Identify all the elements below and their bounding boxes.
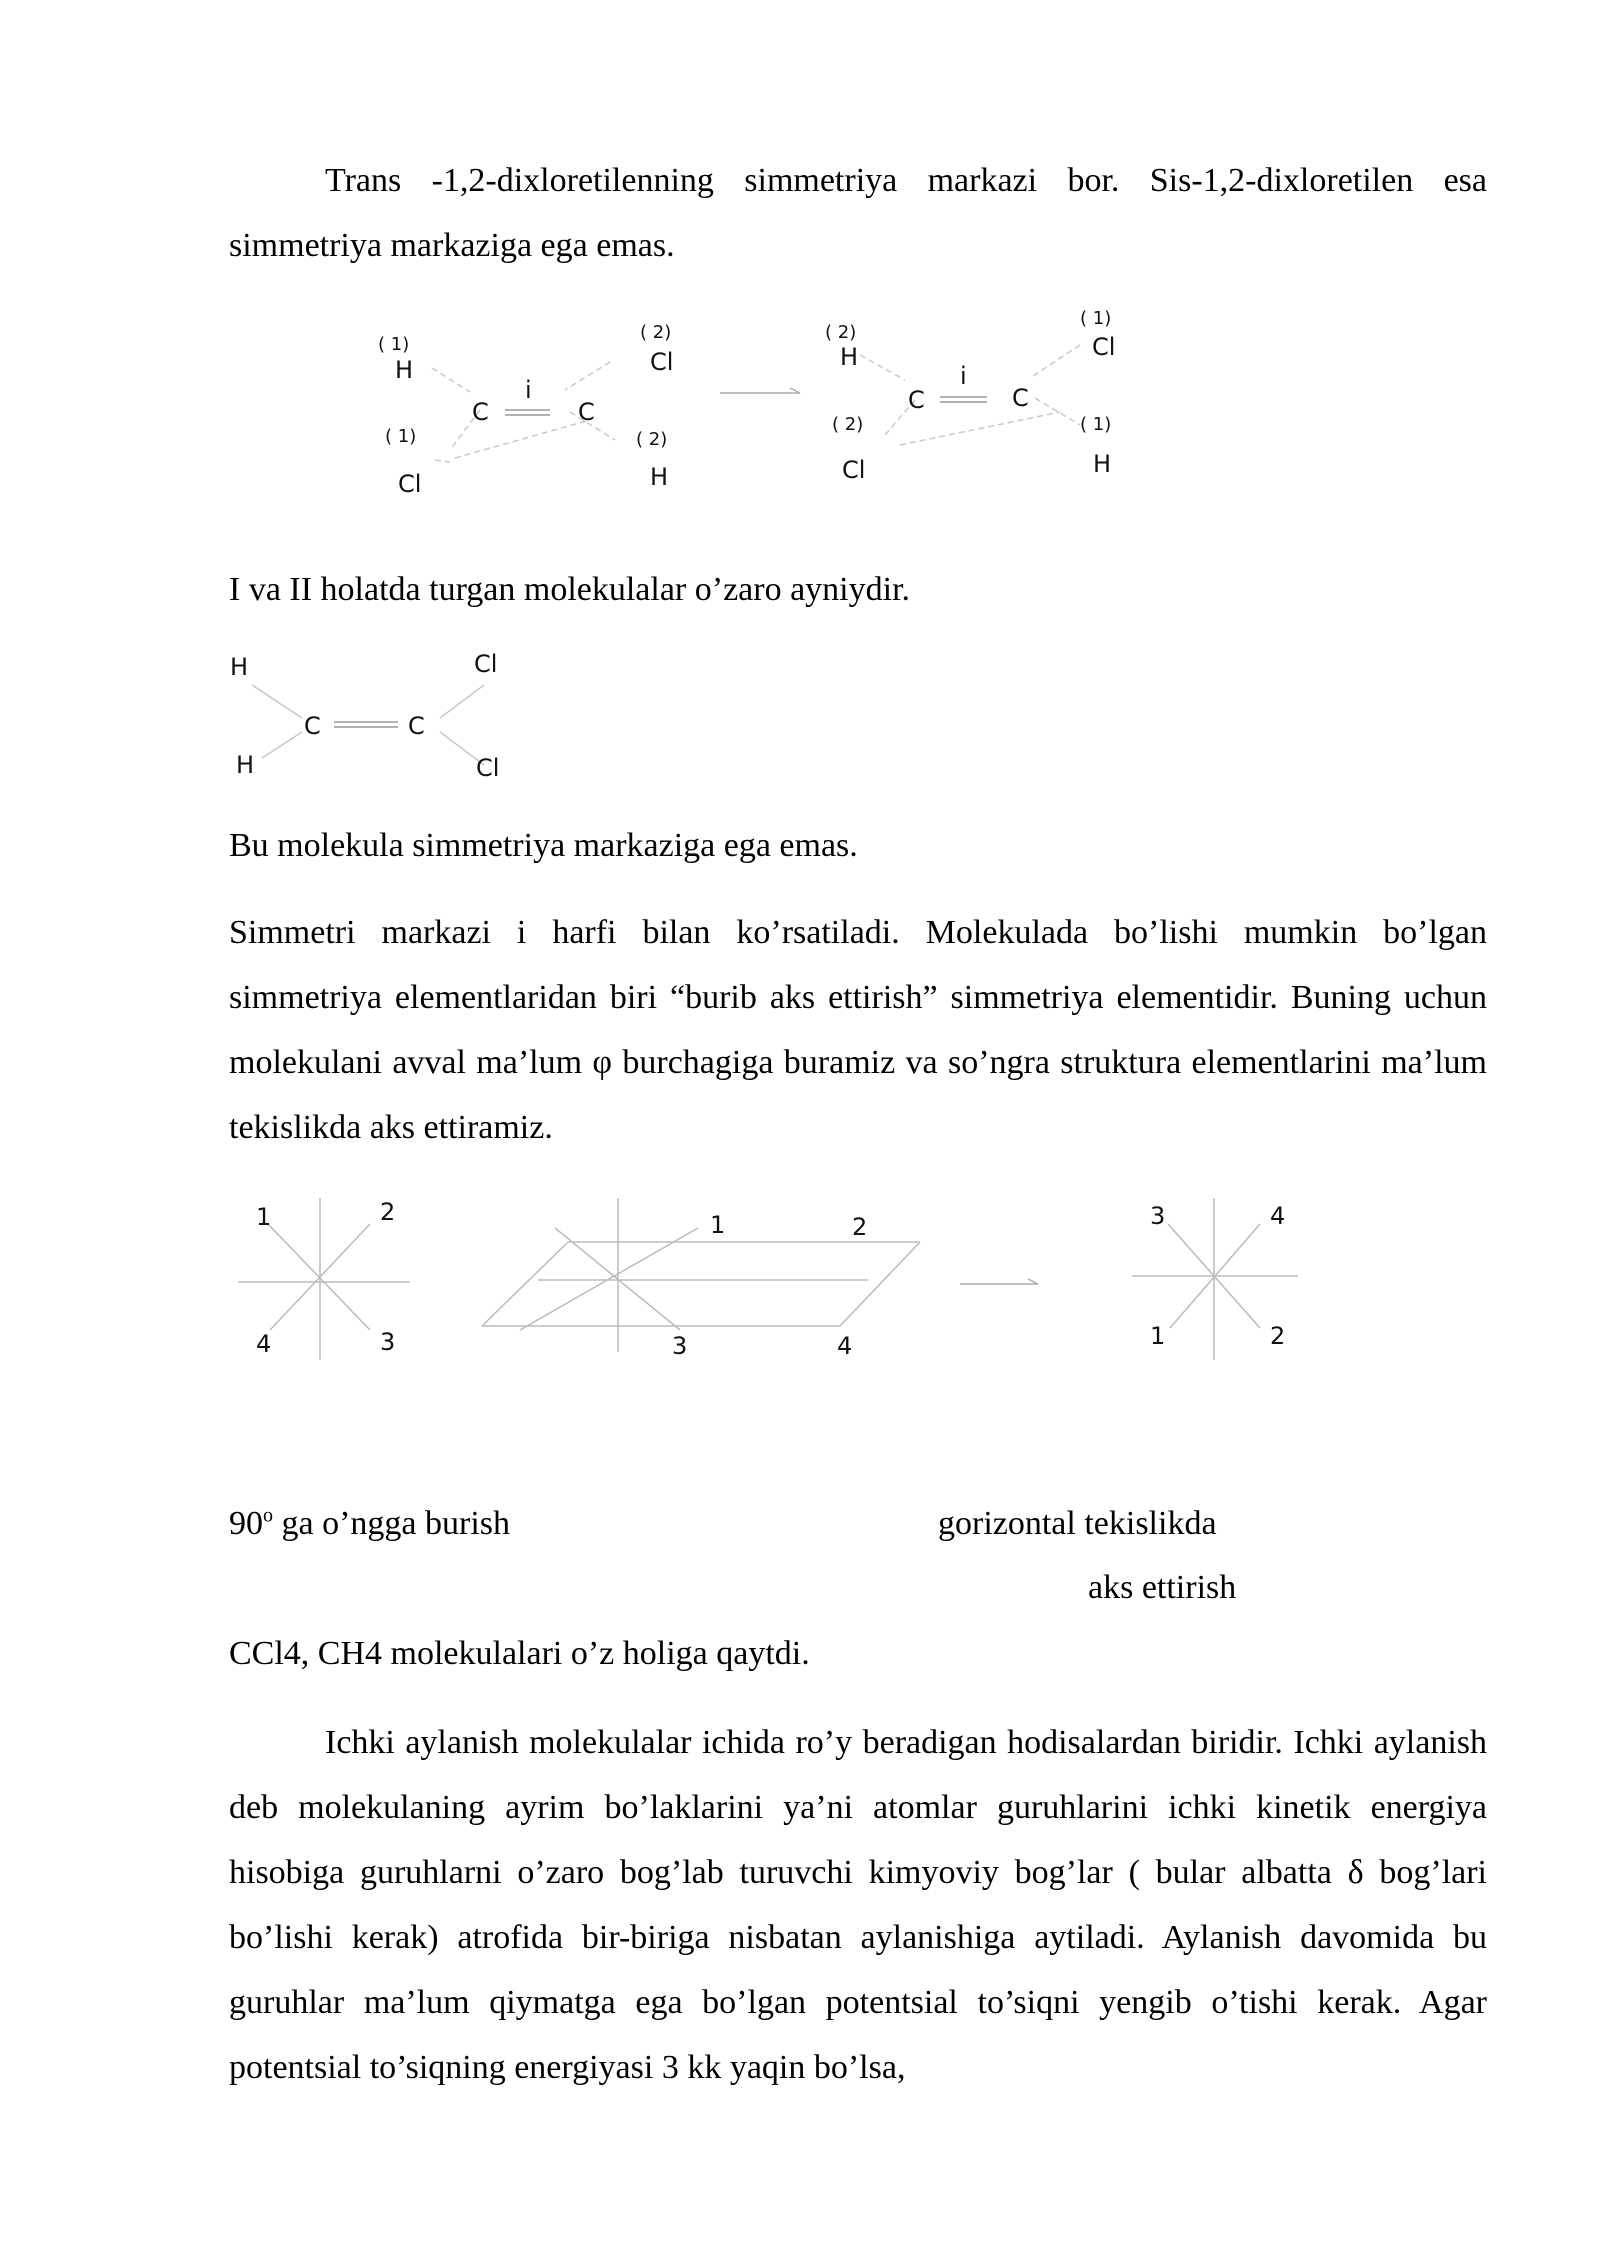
fig-c-label-3: 3 — [1150, 1202, 1166, 1230]
cl1-label-right: Cl — [1092, 333, 1116, 361]
fig-a-label-2: 2 — [380, 1198, 396, 1226]
arrow-icon — [960, 1279, 1038, 1284]
h1-label: H — [395, 356, 414, 384]
cl1-label: Cl — [398, 470, 422, 498]
figure-cis-molecule — [222, 640, 542, 790]
figure-rotation-reflection — [220, 1180, 1320, 1380]
fig-a-label-1: 1 — [256, 1203, 272, 1231]
paragraph-internal-rotation: Ichki aylanish molekulalar ichida ro’y beradigan hodisalardan biridir. Ichki aylanish deb molekulaning ayrim bo’laklarini ya’ni atomlar guruhlarini ichki kinetik energiya hisobiga guruhlarni o’zaro bog’lab turuvchi kimyoviy bog’lar ( bular albatta δ bog’lari bo’lishi kerak) atrofida bir-biriga nisbatan aylanishiga aytiladi. Aylanish davomida bu guruhlar ma’lum qiymatga ega bo’lgan potentsial to’siqni yengib o’tishi kerak. Agar potentsial to’siqning energiyasi 3 kk yaqin bo’lsa, — [229, 1724, 1487, 2086]
h1-index-label: ( 1) — [378, 334, 410, 355]
fig-c-label-2: 2 — [1270, 1322, 1286, 1350]
cl2-label: Cl — [650, 348, 674, 376]
fig-c-label-4: 4 — [1270, 1202, 1286, 1230]
paragraph-rotation-reflection: Simmetri markazi i harfi bilan ko’rsatiladi. Molekulada bo’lishi mumkin bo’lgan simmetriya elementlaridan biri “burib aks ettirish” simmetriya elementidir. Buning uchun molekulani avval ma’lum φ burchagiga buramiz va so’ngra struktura elementlarini ma’lum tekislikda aks ettiramiz. — [229, 914, 1487, 1146]
paragraph-identical-molecules: I va II holatda turgan molekulalar o’zaro ayniydir. — [229, 571, 911, 608]
h2-label: H — [650, 463, 669, 491]
paragraph-no-center: Bu molekula simmetriya markaziga ega emas. — [229, 827, 858, 864]
fig-b-label-4: 4 — [837, 1332, 853, 1360]
h2-index-label: ( 2) — [636, 429, 668, 450]
symmetry-center-label-right: i — [960, 362, 967, 390]
c-left-label: C — [472, 398, 489, 426]
caption-rotate-90 — [229, 1504, 510, 1544]
h1-label-right: H — [1093, 450, 1112, 478]
cl2-index-label: ( 2) — [640, 322, 672, 343]
fig-a-label-3: 3 — [380, 1328, 396, 1356]
arrow-icon — [720, 388, 800, 393]
fig-a-label-4: 4 — [256, 1330, 272, 1358]
caption-rotate-text: ga o’ngga burish — [273, 1505, 511, 1542]
h-bottom-label: H — [236, 751, 255, 779]
c-right-label: C — [408, 712, 425, 740]
cl1-index-label: ( 1) — [385, 426, 417, 447]
fig-b-label-3: 3 — [672, 1332, 688, 1360]
caption-horizontal-plane: gorizontal tekislikda — [938, 1505, 1217, 1542]
c-right-label: C — [578, 398, 595, 426]
fig-b-label-1: 1 — [710, 1211, 726, 1239]
cl2-index-label-right: ( 2) — [832, 414, 864, 435]
cl1-index-label-right: ( 1) — [1080, 308, 1112, 329]
paragraph-ccl4-ch4: CCl4, CH4 molekulalari o’z holiga qaytdi. — [229, 1635, 810, 1672]
degree-superscript: o — [263, 1504, 273, 1527]
caption-reflection: aks ettirish — [1088, 1569, 1237, 1606]
h1-index-label-right: ( 1) — [1080, 414, 1112, 435]
cl-bottom-label: Cl — [476, 754, 500, 782]
paragraph-trans-cis: Trans -1,2-dixloretilenning simmetriya markazi bor. Sis-1,2-dixloretilen esa simmetriya markaziga ega emas. — [229, 162, 1487, 264]
h2-label-right: H — [840, 343, 859, 371]
cl2-label-right: Cl — [842, 456, 866, 484]
c-left-label-right: C — [908, 386, 925, 414]
caption-rotate-number: 90 — [229, 1505, 263, 1542]
h2-index-label-right: ( 2) — [825, 322, 857, 343]
h-top-label: H — [230, 653, 249, 681]
cl-top-label: Cl — [474, 650, 498, 678]
figure-trans-dichloroethylene — [360, 300, 1140, 510]
c-left-label: C — [304, 712, 321, 740]
symmetry-center-label: i — [525, 376, 532, 404]
fig-b-label-2: 2 — [852, 1213, 868, 1241]
fig-c-label-1: 1 — [1150, 1322, 1166, 1350]
c-right-label-right: C — [1012, 384, 1029, 412]
